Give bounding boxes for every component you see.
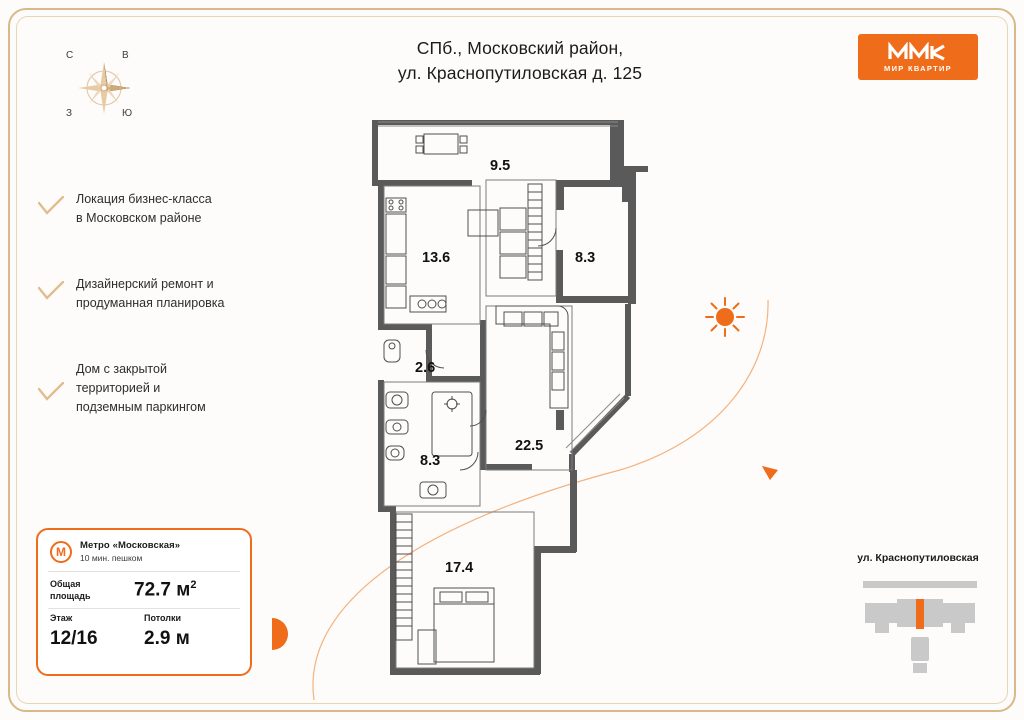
feature-text-3	[76, 360, 288, 418]
total-area-number: 72.7	[134, 579, 171, 601]
total-area-value	[134, 579, 196, 601]
street-line	[863, 581, 977, 588]
compass-label-east: В	[122, 50, 129, 61]
bedroom-furniture	[396, 514, 494, 664]
feature-text-3-line-2: территорией и	[76, 380, 161, 395]
room-area-wc: 2.6	[415, 360, 436, 376]
metro-icon: M	[50, 541, 72, 563]
logo-mark-icon	[887, 42, 949, 62]
dining-set	[416, 134, 467, 154]
floor-plan-drawing	[360, 110, 680, 680]
total-area-unit: м	[176, 579, 191, 601]
feature-item-3	[38, 360, 288, 418]
floor-col	[50, 613, 144, 650]
floor-value: 12/16	[50, 628, 98, 650]
room-area-bathroom: 8.3	[420, 453, 441, 469]
feature-text-3-line-3: подземным паркингом	[76, 400, 206, 415]
ceiling-col	[144, 613, 238, 650]
check-icon	[38, 281, 64, 301]
feature-text-1-line-2: в Московском районе	[76, 211, 202, 226]
room-area-balcony: 9.5	[490, 158, 511, 174]
compass-label-north: С	[66, 50, 74, 61]
compass-rose	[52, 40, 152, 132]
room-area-room-right-top: 8.3	[575, 250, 596, 266]
title-line-1: СПб., Московский район,	[416, 38, 624, 58]
building-marker	[916, 599, 924, 629]
floor-plan	[360, 110, 680, 680]
total-area-row	[38, 572, 250, 606]
feature-text-2-line-2: продуманная планировка	[76, 296, 225, 311]
sun-icon	[703, 295, 747, 339]
features-list	[38, 190, 288, 464]
metro-text	[80, 540, 180, 563]
street-label: ул. Краснопутиловская	[857, 552, 979, 564]
compass-label-west: З	[66, 108, 73, 119]
corner-sofa	[496, 306, 568, 408]
metro-station-name: Метро «Московская»	[80, 540, 181, 551]
room-area-bedroom: 17.4	[445, 560, 474, 576]
plan-walls	[372, 120, 648, 675]
check-icon	[38, 196, 64, 216]
property-info-card	[36, 528, 252, 676]
title-line-2: ул. Краснопутиловская д. 125	[397, 63, 643, 84]
check-icon	[38, 382, 64, 402]
feature-text-2	[76, 275, 288, 314]
location-minimap	[855, 575, 985, 680]
brand-logo[interactable]	[858, 34, 978, 80]
total-area-label-line-2: площадь	[50, 590, 91, 601]
ceiling-label: Потолки	[144, 613, 182, 624]
logo-text: МИР КВАРТИР	[884, 63, 952, 73]
feature-text-1-line-1: Локация бизнес-класса	[76, 192, 212, 206]
floor-label: Этаж	[50, 613, 73, 624]
page-title	[330, 36, 710, 87]
total-area-unit-sup: 2	[190, 579, 197, 591]
room-area-kitchen-living: 13.6	[422, 250, 451, 266]
feature-text-2-line-1: Дизайнерский ремонт и	[76, 276, 214, 291]
compass-label-south: Ю	[122, 108, 133, 119]
metro-row	[38, 530, 250, 569]
feature-item-1	[38, 190, 288, 229]
metro-walk-time: 10 мин. пешком	[80, 553, 143, 563]
total-area-label-line-1: Общая	[50, 579, 81, 589]
ceiling-value: 2.9 м	[144, 628, 190, 650]
floor-ceiling-row	[38, 609, 250, 650]
feature-text-3-line-1: Дом с закрытой	[76, 361, 167, 376]
total-area-label	[50, 579, 128, 602]
feature-text-1	[76, 190, 288, 229]
room-area-living-room: 22.5	[515, 438, 544, 454]
feature-item-2	[38, 275, 288, 314]
